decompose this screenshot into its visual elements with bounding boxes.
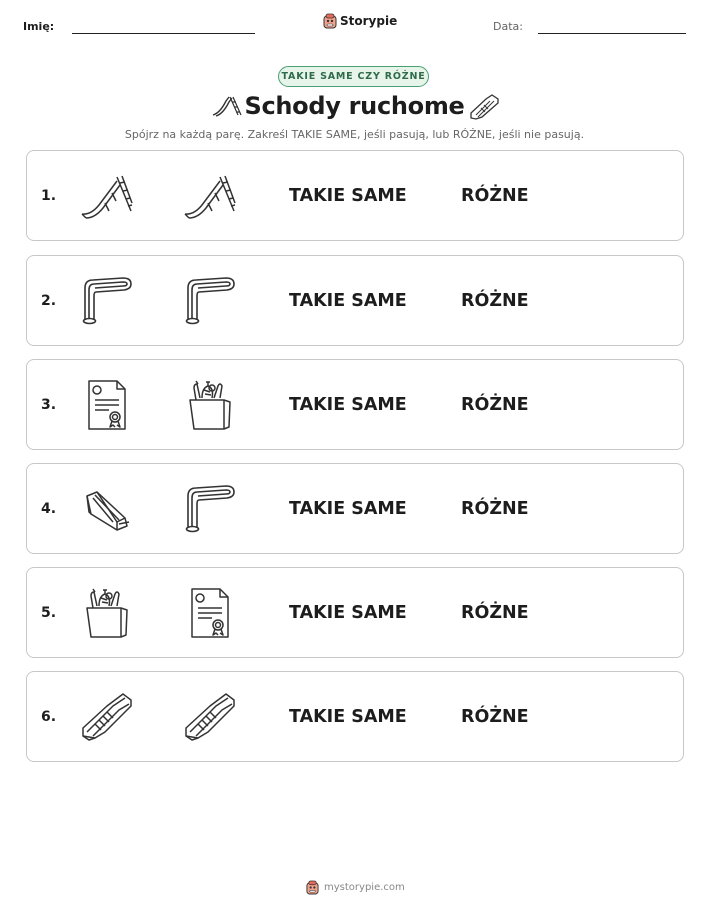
- row-number: 3.: [41, 397, 57, 413]
- escalator-icon: [79, 692, 133, 742]
- footer: [306, 880, 405, 895]
- ramp-icon: [79, 484, 133, 534]
- row-number: 4.: [41, 501, 57, 517]
- brand-name: Storypie: [340, 14, 398, 28]
- handrail-icon: [79, 276, 133, 326]
- name-line[interactable]: [72, 33, 255, 34]
- exercise-row-3: [26, 359, 684, 450]
- certificate-icon: [79, 380, 133, 430]
- option-different[interactable]: RÓŻNE: [461, 707, 529, 727]
- option-different[interactable]: RÓŻNE: [461, 291, 529, 311]
- brand-logo: [323, 13, 397, 29]
- handrail-icon: [182, 484, 236, 534]
- footer-url[interactable]: mystorypie.com: [324, 882, 405, 893]
- escalator-icon: [182, 692, 236, 742]
- option-different[interactable]: RÓŻNE: [461, 603, 529, 623]
- grocery-bag-icon: [79, 588, 133, 638]
- name-label: Imię:: [23, 20, 55, 33]
- row-number: 5.: [41, 605, 57, 621]
- exercise-row-2: [26, 255, 684, 346]
- exercise-row-4: [26, 463, 684, 554]
- date-label: Data:: [493, 20, 523, 33]
- grocery-bag-icon: [182, 380, 236, 430]
- certificate-icon: [182, 588, 236, 638]
- category-badge: TAKIE SAME CZY RÓŻNE: [278, 66, 429, 87]
- slide-icon: [182, 171, 236, 221]
- exercise-row-6: [26, 671, 684, 762]
- storypie-mascot-icon: [323, 13, 337, 29]
- option-different[interactable]: RÓŻNE: [461, 499, 529, 519]
- handrail-icon: [182, 276, 236, 326]
- date-line[interactable]: [538, 33, 686, 34]
- instructions: Spójrz na każdą parę. Zakreśl TAKIE SAME, jeśli pasują, lub RÓŻNE, jeśli nie pasują.: [124, 128, 585, 141]
- row-number: 1.: [41, 188, 57, 204]
- exercise-row-1: [26, 150, 684, 241]
- option-same[interactable]: TAKIE SAME: [289, 603, 407, 623]
- escalator-icon: [468, 93, 500, 121]
- page-title: Schody ruchome: [244, 92, 465, 120]
- storypie-mascot-icon: [306, 880, 319, 895]
- slide-icon: [79, 171, 133, 221]
- option-same[interactable]: TAKIE SAME: [289, 395, 407, 415]
- option-same[interactable]: TAKIE SAME: [289, 291, 407, 311]
- option-different[interactable]: RÓŻNE: [461, 395, 529, 415]
- row-number: 2.: [41, 293, 57, 309]
- option-same[interactable]: TAKIE SAME: [289, 707, 407, 727]
- option-same[interactable]: TAKIE SAME: [289, 499, 407, 519]
- row-number: 6.: [41, 709, 57, 725]
- exercise-row-5: [26, 567, 684, 658]
- option-different[interactable]: RÓŻNE: [461, 186, 529, 206]
- option-same[interactable]: TAKIE SAME: [289, 186, 407, 206]
